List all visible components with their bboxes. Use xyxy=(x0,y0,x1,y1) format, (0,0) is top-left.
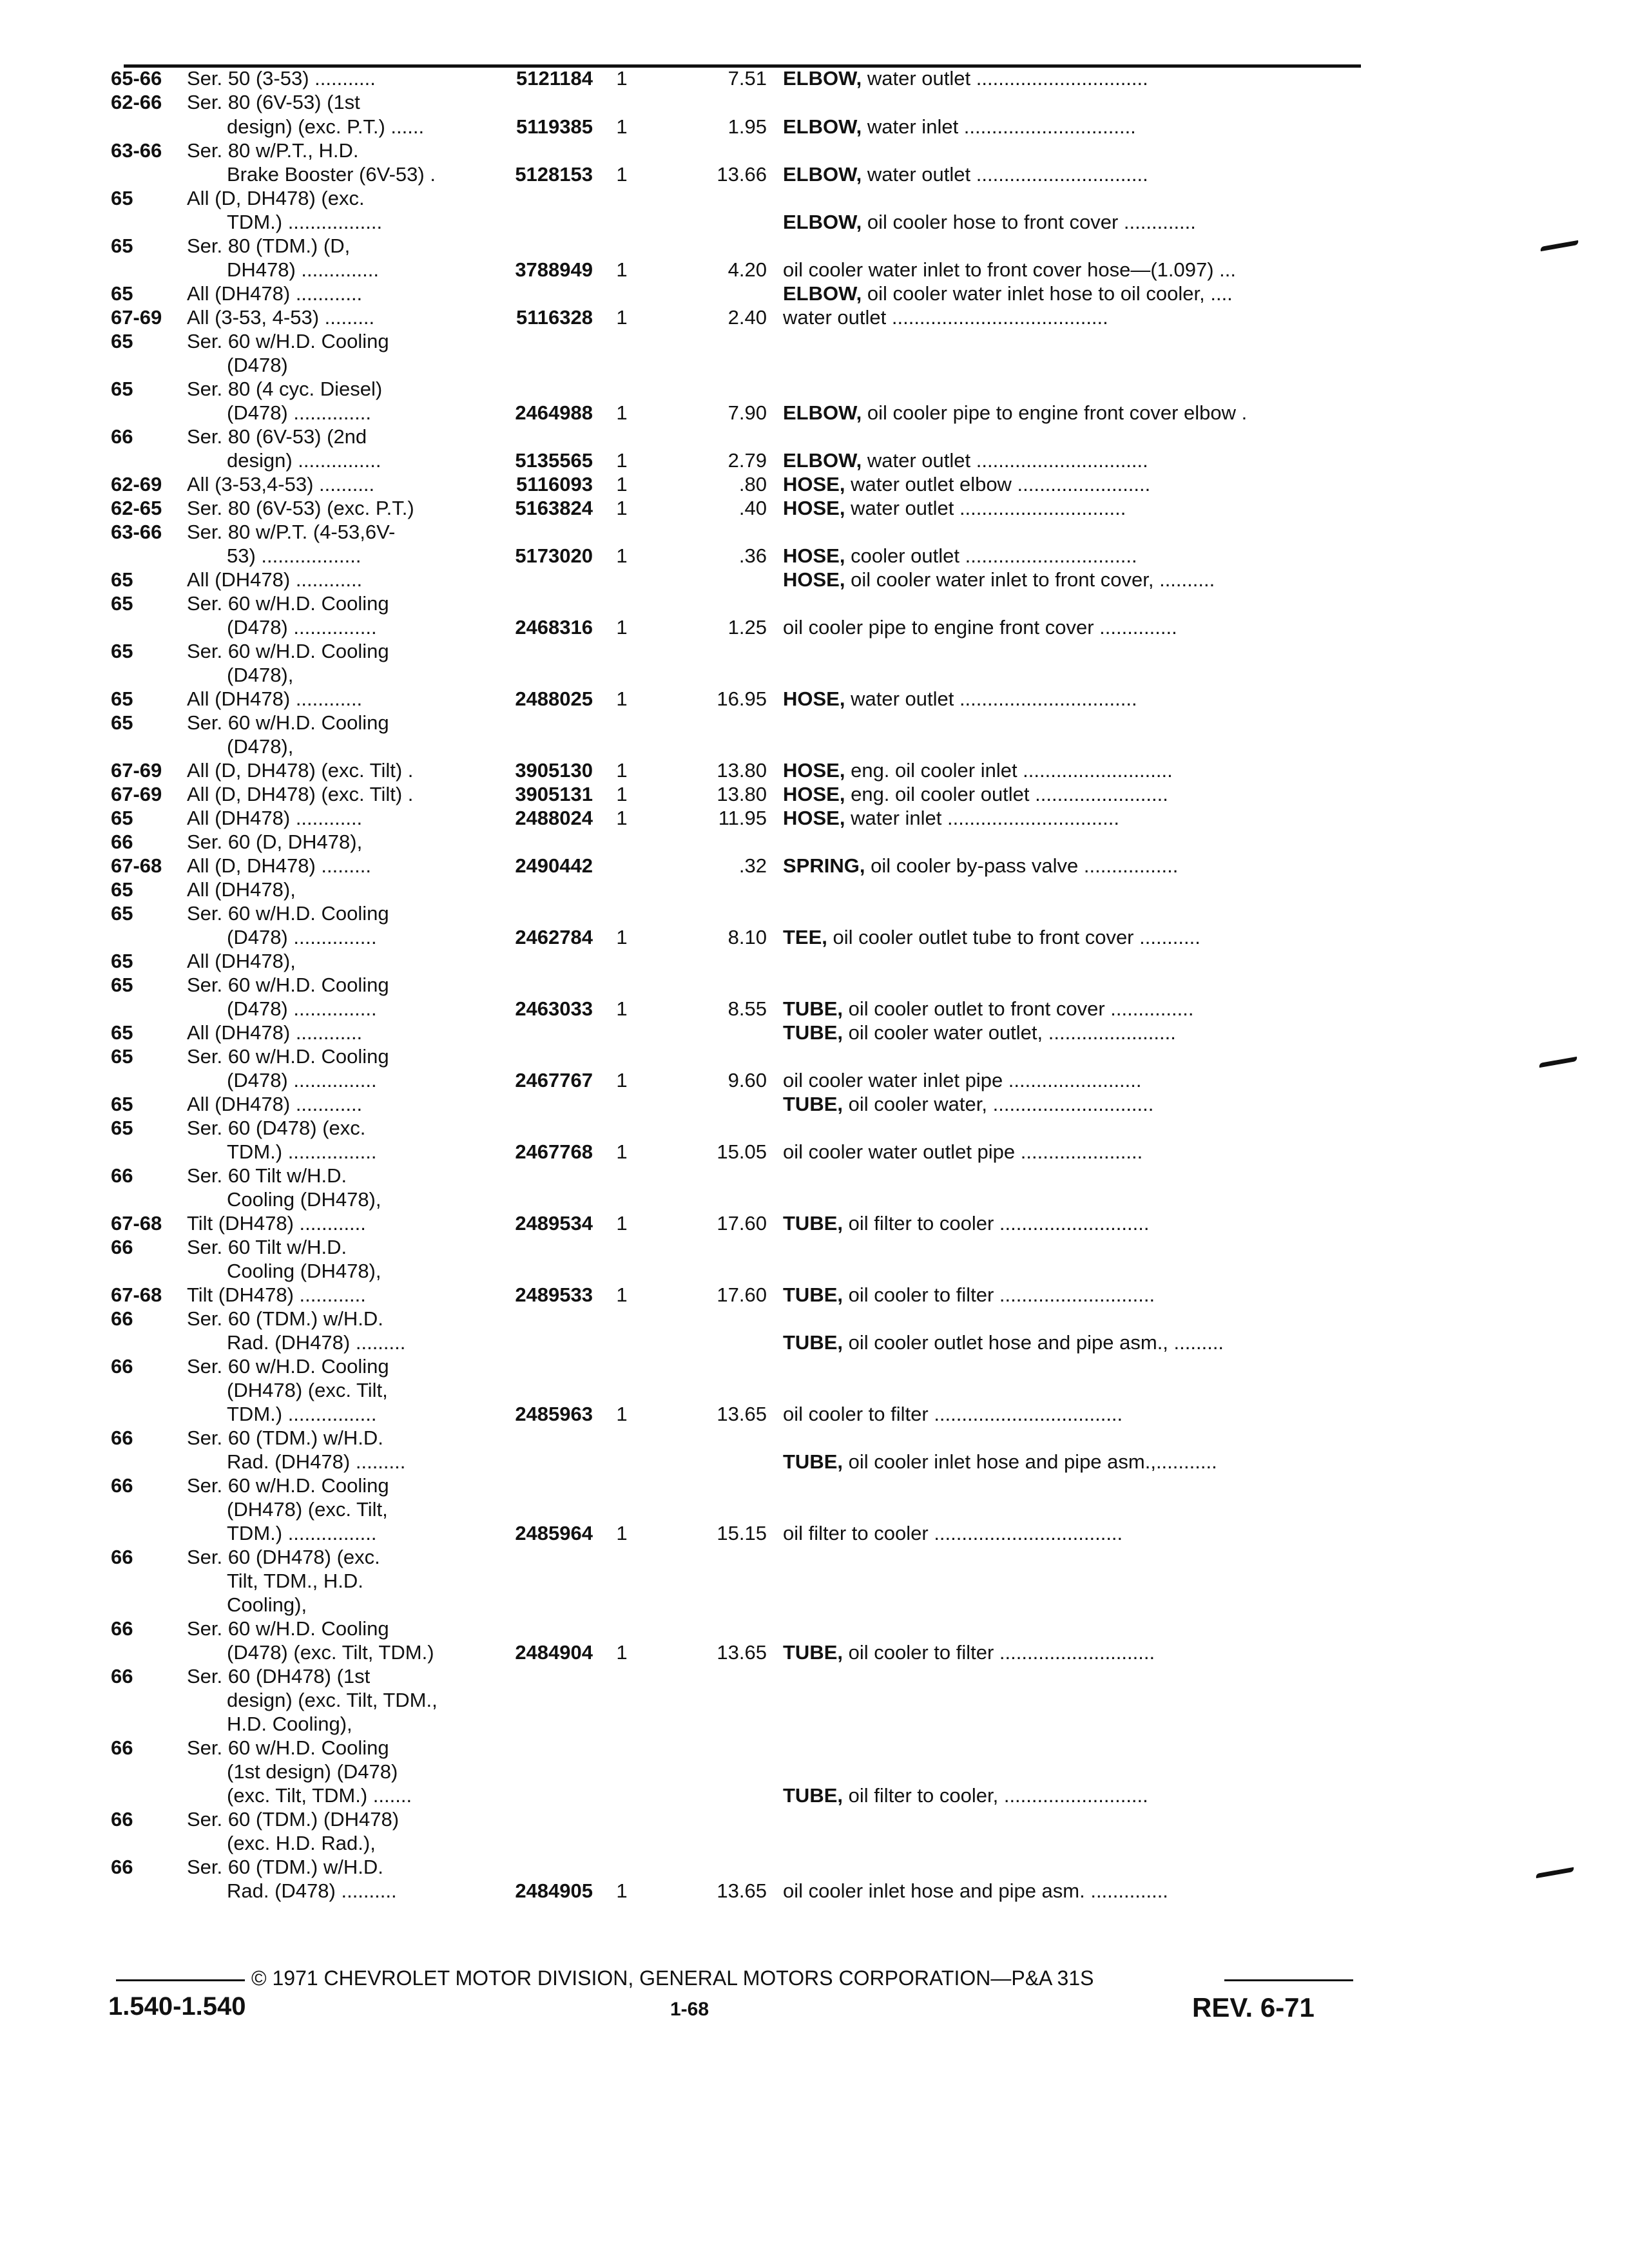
application-text: Ser. 80 (4 cyc. Diesel) xyxy=(187,378,383,400)
quantity: 1 xyxy=(616,687,628,710)
application-text: Ser. 80 w/P.T., H.D. xyxy=(187,139,359,162)
quantity: 1 xyxy=(616,1879,628,1902)
part-description: TEE, oil cooler outlet tube to front cover ........... xyxy=(783,926,1200,948)
application-text: (D478) xyxy=(187,354,288,376)
part-number: 5121184 xyxy=(516,67,593,90)
quantity: 1 xyxy=(616,616,628,639)
application-text: Ser. 80 w/P.T. (4-53,6V- xyxy=(187,521,396,543)
application-text: H.D. Cooling), xyxy=(187,1713,352,1735)
application-text: All (D, DH478) (exc. xyxy=(187,187,365,209)
part-description: SPRING, oil cooler by-pass valve ................. xyxy=(783,854,1179,877)
part-number: 2485963 xyxy=(515,1403,593,1425)
application-text: Ser. 60 (D478) (exc. xyxy=(187,1117,366,1139)
application-text: (D478), xyxy=(187,735,294,758)
application-text: All (DH478) ............ xyxy=(187,687,363,710)
application-text: (D478), xyxy=(187,664,294,686)
quantity: 1 xyxy=(616,163,628,186)
quantity: 1 xyxy=(616,67,628,90)
application-text: (D478) ............... xyxy=(187,616,377,639)
application-text: TDM.) ................ xyxy=(187,1522,377,1544)
application-text: All (3-53,4-53) .......... xyxy=(187,473,375,495)
model-year: 65 xyxy=(111,378,133,400)
application-text: (D478) .............. xyxy=(187,401,371,424)
application-text: Ser. 60 (TDM.) w/H.D. xyxy=(187,1307,383,1330)
list-price: 7.90 xyxy=(728,401,767,424)
application-text: All (DH478) ............ xyxy=(187,1021,363,1044)
application-text: Ser. 60 Tilt w/H.D. xyxy=(187,1164,347,1187)
quantity: 1 xyxy=(616,783,628,805)
part-number: 3905131 xyxy=(515,783,593,805)
part-description: TUBE, oil cooler to filter ............................ xyxy=(783,1283,1155,1306)
model-year: 65 xyxy=(111,711,133,734)
list-price: 2.79 xyxy=(728,449,767,472)
part-number: 2484904 xyxy=(515,1641,593,1664)
quantity: 1 xyxy=(616,1522,628,1544)
application-text: All (DH478), xyxy=(187,878,296,901)
list-price: 9.60 xyxy=(728,1069,767,1091)
application-text: Tilt (DH478) ............ xyxy=(187,1283,366,1306)
part-number: 3788949 xyxy=(515,258,593,281)
footer-revision: REV. 6-71 xyxy=(1192,1992,1315,2023)
list-price: 13.80 xyxy=(717,759,767,782)
model-year: 66 xyxy=(111,425,133,448)
part-description: ELBOW, water outlet ............................... xyxy=(783,449,1148,472)
part-number: 5116328 xyxy=(516,306,593,329)
application-text: Ser. 60 (TDM.) (DH478) xyxy=(187,1808,400,1831)
part-number: 5135565 xyxy=(515,449,593,472)
model-year: 66 xyxy=(111,1665,133,1687)
list-price: 11.95 xyxy=(718,807,767,829)
application-text: Ser. 60 w/H.D. Cooling xyxy=(187,1736,389,1759)
part-description: TUBE, oil cooler water outlet, ....................... xyxy=(783,1021,1176,1044)
application-text: Ser. 80 (6V-53) (1st xyxy=(187,91,360,113)
part-description: ELBOW, oil cooler water inlet hose to oil cooler, .... xyxy=(783,282,1233,305)
quantity: 1 xyxy=(616,926,628,948)
part-description: TUBE, oil cooler inlet hose and pipe asm.,........... xyxy=(783,1450,1217,1473)
application-text: design) (exc. P.T.) ...... xyxy=(187,115,425,138)
list-price: 7.51 xyxy=(728,67,767,90)
model-year: 65 xyxy=(111,282,133,305)
model-year: 65 xyxy=(111,592,133,615)
part-description: HOSE, cooler outlet ............................... xyxy=(783,544,1137,567)
part-number: 2463033 xyxy=(515,997,593,1020)
application-text: Ser. 60 w/H.D. Cooling xyxy=(187,592,389,615)
part-number: 2462784 xyxy=(515,926,593,948)
part-description: TUBE, oil cooler outlet hose and pipe asm., ......... xyxy=(783,1331,1224,1354)
quantity: 1 xyxy=(616,449,628,472)
part-number: 2485964 xyxy=(515,1522,593,1544)
part-description: ELBOW, oil cooler pipe to engine front cover elbow . xyxy=(783,401,1248,424)
list-price: 13.66 xyxy=(717,163,767,186)
model-year: 67-68 xyxy=(111,1212,162,1235)
application-text: Ser. 60 w/H.D. Cooling xyxy=(187,974,389,996)
part-description: oil cooler water outlet pipe ...................... xyxy=(783,1140,1143,1163)
part-description: HOSE, water outlet .............................. xyxy=(783,497,1126,519)
model-year: 66 xyxy=(111,1808,133,1831)
quantity: 1 xyxy=(616,401,628,424)
application-text: Rad. (D478) .......... xyxy=(187,1879,397,1902)
application-text: (DH478) (exc. Tilt, xyxy=(187,1379,388,1401)
application-text: Ser. 60 (D, DH478), xyxy=(187,831,363,853)
application-text: Ser. 60 (TDM.) w/H.D. xyxy=(187,1856,383,1878)
part-number: 5163824 xyxy=(515,497,593,519)
quantity: 1 xyxy=(616,497,628,519)
part-description: water outlet ....................................... xyxy=(783,306,1108,329)
application-text: DH478) .............. xyxy=(187,258,380,281)
part-number: 2488025 xyxy=(515,687,593,710)
part-description: TUBE, oil cooler to filter ............................ xyxy=(783,1641,1155,1664)
footer-copyright: © 1971 CHEVROLET MOTOR DIVISION, GENERAL MOTORS CORPORATION—P&A 31S xyxy=(251,1966,1094,1990)
part-description: oil cooler pipe to engine front cover .............. xyxy=(783,616,1177,639)
part-number: 2467768 xyxy=(515,1140,593,1163)
quantity: 1 xyxy=(616,807,628,829)
application-text: Tilt, TDM., H.D. xyxy=(187,1570,363,1592)
footer-page-number: 1-68 xyxy=(670,1999,709,2020)
quantity: 1 xyxy=(616,544,628,567)
model-year: 65 xyxy=(111,950,133,972)
model-year: 65 xyxy=(111,568,133,591)
model-year: 67-69 xyxy=(111,783,162,805)
application-text: Ser. 60 w/H.D. Cooling xyxy=(187,640,389,662)
list-price: 4.20 xyxy=(728,258,767,281)
model-year: 67-69 xyxy=(111,759,162,782)
part-description: oil cooler to filter .................................. xyxy=(783,1403,1123,1425)
part-number: 2467767 xyxy=(515,1069,593,1091)
quantity: 1 xyxy=(616,1641,628,1664)
list-price: .40 xyxy=(738,497,767,519)
list-price: .80 xyxy=(738,473,767,495)
model-year: 65 xyxy=(111,902,133,925)
application-text: Ser. 60 (TDM.) w/H.D. xyxy=(187,1427,383,1449)
part-number: 2489534 xyxy=(515,1212,593,1235)
list-price: 13.65 xyxy=(717,1403,767,1425)
model-year: 66 xyxy=(111,1856,133,1878)
model-year: 62-65 xyxy=(111,497,162,519)
list-price: 15.05 xyxy=(717,1140,767,1163)
model-year: 63-66 xyxy=(111,521,162,543)
application-text: (DH478) (exc. Tilt, xyxy=(187,1498,388,1521)
part-description: TUBE, oil filter to cooler, .......................... xyxy=(783,1784,1148,1807)
model-year: 67-68 xyxy=(111,854,162,877)
scan-binder-mark xyxy=(1540,240,1579,251)
application-text: design) (exc. Tilt, TDM., xyxy=(187,1689,438,1711)
model-year: 65-66 xyxy=(111,67,162,90)
part-description: ELBOW, water outlet ............................... xyxy=(783,67,1148,90)
part-description: oil cooler inlet hose and pipe asm. .............. xyxy=(783,1879,1168,1902)
model-year: 65 xyxy=(111,330,133,352)
application-text: TDM.) ................. xyxy=(187,211,383,233)
model-year: 65 xyxy=(111,878,133,901)
application-text: Ser. 80 (6V-53) (2nd xyxy=(187,425,367,448)
quantity: 1 xyxy=(616,1403,628,1425)
part-number: 5173020 xyxy=(515,544,593,567)
model-year: 66 xyxy=(111,831,133,853)
part-description: HOSE, water outlet elbow ........................ xyxy=(783,473,1151,495)
part-number: 2484905 xyxy=(515,1879,593,1902)
part-description: ELBOW, water outlet ............................... xyxy=(783,163,1148,186)
application-text: All (DH478) ............ xyxy=(187,807,363,829)
part-description: TUBE, oil filter to cooler ........................... xyxy=(783,1212,1150,1235)
application-text: Ser. 60 w/H.D. Cooling xyxy=(187,1355,389,1378)
application-text: Ser. 50 (3-53) ........... xyxy=(187,67,376,90)
quantity: 1 xyxy=(616,1140,628,1163)
model-year: 66 xyxy=(111,1736,133,1759)
application-text: Cooling (DH478), xyxy=(187,1188,381,1211)
quantity: 1 xyxy=(616,1212,628,1235)
model-year: 66 xyxy=(111,1307,133,1330)
application-text: Ser. 80 (6V-53) (exc. P.T.) xyxy=(187,497,414,519)
quantity: 1 xyxy=(616,759,628,782)
application-text: All (DH478), xyxy=(187,950,296,972)
model-year: 67-68 xyxy=(111,1283,162,1306)
part-description: TUBE, oil cooler outlet to front cover ............... xyxy=(783,997,1194,1020)
application-text: TDM.) ................ xyxy=(187,1140,377,1163)
application-text: Ser. 80 (TDM.) (D, xyxy=(187,235,351,257)
part-description: oil filter to cooler .................................. xyxy=(783,1522,1123,1544)
part-number: 2489533 xyxy=(515,1283,593,1306)
footer-rule-left xyxy=(116,1979,245,1981)
list-price: 1.25 xyxy=(728,616,767,639)
application-text: design) ............... xyxy=(187,449,381,472)
part-description: HOSE, water inlet ............................... xyxy=(783,807,1119,829)
application-text: Ser. 60 (DH478) (1st xyxy=(187,1665,371,1687)
part-description: ELBOW, water inlet ............................... xyxy=(783,115,1136,138)
application-text: All (D, DH478) (exc. Tilt) . xyxy=(187,759,414,782)
model-year: 63-66 xyxy=(111,139,162,162)
model-year: 66 xyxy=(111,1164,133,1187)
model-year: 65 xyxy=(111,687,133,710)
application-text: Ser. 60 w/H.D. Cooling xyxy=(187,1045,389,1068)
model-year: 66 xyxy=(111,1236,133,1258)
model-year: 65 xyxy=(111,807,133,829)
application-text: Ser. 60 w/H.D. Cooling xyxy=(187,902,389,925)
list-price: 15.15 xyxy=(717,1522,767,1544)
application-text: (exc. Tilt, TDM.) ....... xyxy=(187,1784,412,1807)
application-text: Rad. (DH478) ......... xyxy=(187,1331,406,1354)
list-price: 17.60 xyxy=(717,1283,767,1306)
model-year: 65 xyxy=(111,235,133,257)
model-year: 65 xyxy=(111,187,133,209)
part-description: ELBOW, oil cooler hose to front cover ............. xyxy=(783,211,1196,233)
quantity: 1 xyxy=(616,115,628,138)
part-number: 2490442 xyxy=(515,854,593,877)
list-price: .36 xyxy=(738,544,767,567)
part-description: HOSE, water outlet ................................ xyxy=(783,687,1137,710)
part-number: 3905130 xyxy=(515,759,593,782)
model-year: 66 xyxy=(111,1617,133,1640)
list-price: 1.95 xyxy=(728,115,767,138)
part-number: 5128153 xyxy=(515,163,593,186)
application-text: Ser. 60 Tilt w/H.D. xyxy=(187,1236,347,1258)
model-year: 65 xyxy=(111,1045,133,1068)
part-number: 2468316 xyxy=(515,616,593,639)
model-year: 62-66 xyxy=(111,91,162,113)
application-text: Ser. 60 w/H.D. Cooling xyxy=(187,711,389,734)
application-text: 53) .................. xyxy=(187,544,361,567)
part-number: 5119385 xyxy=(516,115,593,138)
quantity: 1 xyxy=(616,1283,628,1306)
model-year: 65 xyxy=(111,1093,133,1115)
application-text: Cooling (DH478), xyxy=(187,1260,381,1282)
footer-section-number: 1.540-1.540 xyxy=(108,1992,246,2021)
application-text: All (DH478) ............ xyxy=(187,568,363,591)
application-text: All (DH478) ............ xyxy=(187,282,363,305)
list-price: 16.95 xyxy=(717,687,767,710)
model-year: 66 xyxy=(111,1546,133,1568)
application-text: TDM.) ................ xyxy=(187,1403,377,1425)
part-description: oil cooler water inlet to front cover hose—(1.097) ... xyxy=(783,258,1236,281)
application-text: Ser. 60 w/H.D. Cooling xyxy=(187,1617,389,1640)
scan-binder-mark xyxy=(1536,1867,1574,1878)
list-price: 8.55 xyxy=(728,997,767,1020)
list-price: 17.60 xyxy=(717,1212,767,1235)
list-price: 2.40 xyxy=(728,306,767,329)
application-text: Cooling), xyxy=(187,1593,307,1616)
part-description: TUBE, oil cooler water, ............................. xyxy=(783,1093,1154,1115)
application-text: Rad. (DH478) ......... xyxy=(187,1450,406,1473)
model-year: 65 xyxy=(111,1021,133,1044)
application-text: (D478) ............... xyxy=(187,1069,377,1091)
part-description: HOSE, eng. oil cooler inlet ........................... xyxy=(783,759,1173,782)
model-year: 66 xyxy=(111,1474,133,1497)
part-number: 2488024 xyxy=(515,807,593,829)
application-text: All (D, DH478) ......... xyxy=(187,854,371,877)
quantity: 1 xyxy=(616,258,628,281)
part-description: HOSE, eng. oil cooler outlet ........................ xyxy=(783,783,1168,805)
part-number: 5116093 xyxy=(516,473,593,495)
application-text: Brake Booster (6V-53) . xyxy=(187,163,436,186)
part-description: oil cooler water inlet pipe ........................ xyxy=(783,1069,1142,1091)
model-year: 67-69 xyxy=(111,306,162,329)
application-text: (1st design) (D478) xyxy=(187,1760,398,1783)
application-text: Ser. 60 w/H.D. Cooling xyxy=(187,330,389,352)
application-text: All (3-53, 4-53) ......... xyxy=(187,306,375,329)
application-text: Ser. 60 w/H.D. Cooling xyxy=(187,1474,389,1497)
list-price: 8.10 xyxy=(728,926,767,948)
model-year: 66 xyxy=(111,1355,133,1378)
quantity: 1 xyxy=(616,306,628,329)
application-text: All (D, DH478) (exc. Tilt) . xyxy=(187,783,414,805)
application-text: (D478) ............... xyxy=(187,926,377,948)
part-description: HOSE, oil cooler water inlet to front cover, .......... xyxy=(783,568,1215,591)
list-price: 13.65 xyxy=(717,1641,767,1664)
model-year: 66 xyxy=(111,1427,133,1449)
list-price: 13.65 xyxy=(717,1879,767,1902)
list-price: 13.80 xyxy=(717,783,767,805)
model-year: 65 xyxy=(111,1117,133,1139)
footer-rule-right xyxy=(1224,1979,1353,1981)
model-year: 65 xyxy=(111,640,133,662)
quantity: 1 xyxy=(616,997,628,1020)
application-text: Ser. 60 (DH478) (exc. xyxy=(187,1546,380,1568)
quantity: 1 xyxy=(616,1069,628,1091)
application-text: (exc. H.D. Rad.), xyxy=(187,1832,376,1854)
application-text: Tilt (DH478) ............ xyxy=(187,1212,366,1235)
part-number: 2464988 xyxy=(515,401,593,424)
list-price: .32 xyxy=(738,854,767,877)
application-text: (D478) (exc. Tilt, TDM.) xyxy=(187,1641,434,1664)
scan-binder-mark xyxy=(1539,1057,1577,1068)
application-text: (D478) ............... xyxy=(187,997,377,1020)
quantity: 1 xyxy=(616,473,628,495)
application-text: All (DH478) ............ xyxy=(187,1093,363,1115)
model-year: 65 xyxy=(111,974,133,996)
model-year: 62-69 xyxy=(111,473,162,495)
